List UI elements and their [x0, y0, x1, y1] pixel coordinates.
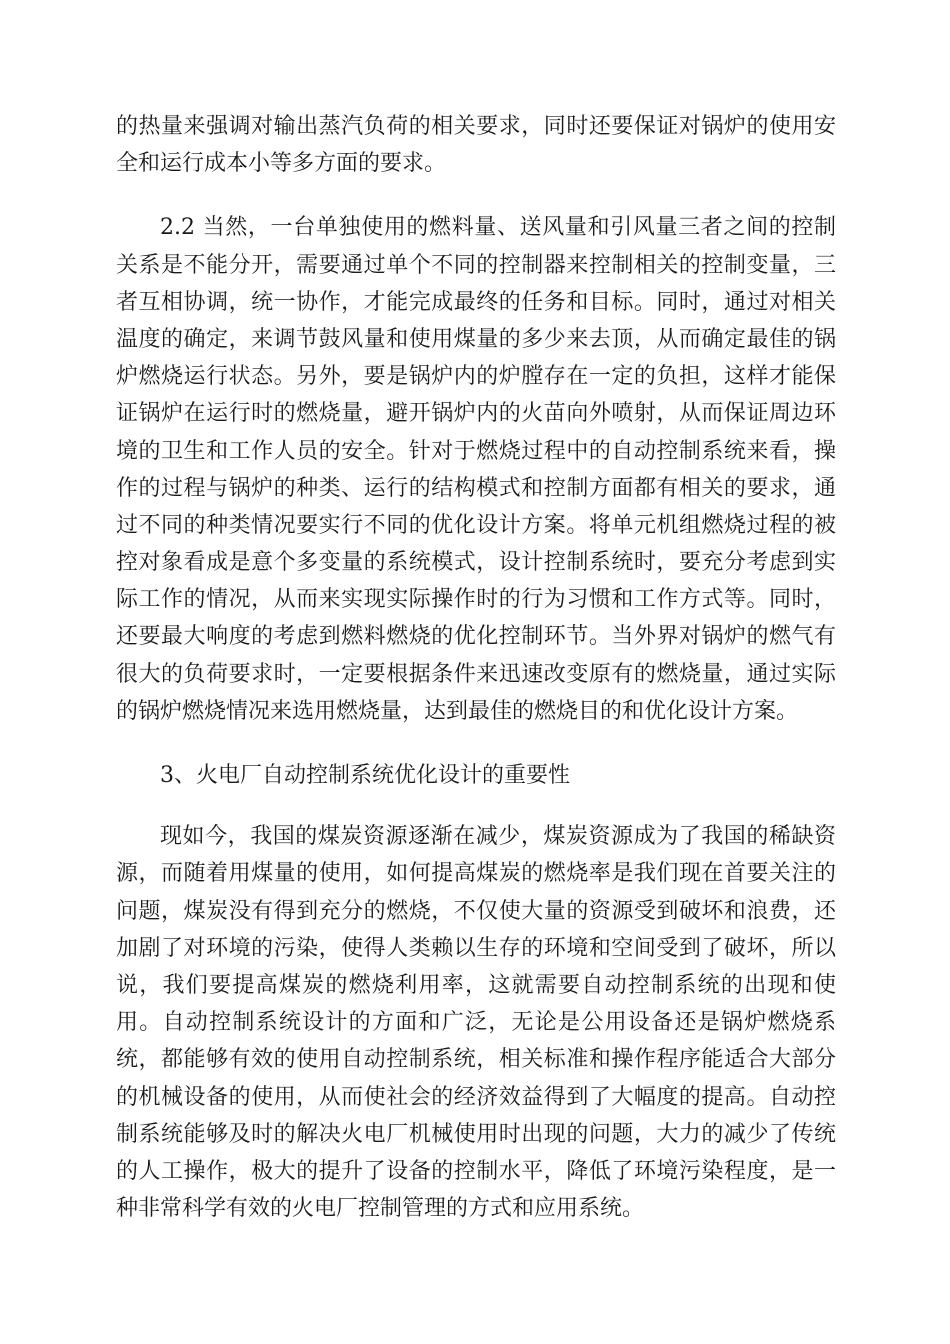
paragraph-gap [116, 730, 836, 757]
text-line: 2.2 当然，一台单独使用的燃料量、送风量和引风量三者之间的控制 [160, 215, 836, 241]
text-line: 的人工操作，极大的提升了设备的控制水平，降低了环境污染程度，是一 [116, 1158, 836, 1184]
text-line: 炉燃烧运行状态。另外，要是锅炉内的炉膛存在一定的负担，这样才能保 [116, 364, 836, 390]
text-line: 加剧了对环境的污染，使得人类赖以生存的环境和空间受到了破坏，所以 [116, 935, 836, 961]
text-line: 种非常科学有效的火电厂控制管理的方式和应用系统。 [116, 1196, 645, 1222]
text-line: 际工作的情况，从而来实现实际操作时的行为习惯和工作方式等。同时， [116, 587, 836, 613]
text-line: 很大的负荷要求时，一定要根据条件来迅速改变原有的燃烧量，通过实际 [116, 661, 836, 687]
text-line: 说，我们要提高煤炭的燃烧利用率，这就需要自动控制系统的出现和使 [116, 972, 836, 998]
document-body [116, 108, 836, 1227]
text-line: 现如今，我国的煤炭资源逐渐在减少，煤炭资源成为了我国的稀缺资 [160, 824, 836, 850]
text-line: 统，都能够有效的使用自动控制系统，相关标准和操作程序能适合大部分 [116, 1047, 836, 1073]
text-line: 温度的确定，来调节鼓风量和使用煤量的多少来去顶，从而确定最佳的锅 [116, 326, 836, 352]
text-line: 者互相协调，统一协作，才能完成最终的任务和目标。同时，通过对相关 [116, 289, 836, 315]
text-line: 控对象看成是意个多变量的系统模式，设计控制系统时，要充分考虑到实 [116, 550, 836, 576]
text-line: 还要最大响度的考虑到燃料燃烧的优化控制环节。当外界对锅炉的燃气有 [116, 624, 836, 650]
text-line: 证锅炉在运行时的燃烧量，避开锅炉内的火苗向外喷射，从而保证周边环 [116, 401, 836, 427]
text-line: 境的卫生和工作人员的安全。针对于燃烧过程中的自动控制系统来看，操 [116, 438, 836, 464]
paragraph-gap [116, 794, 836, 818]
text-line: 关系是不能分开，需要通过单个不同的控制器来控制相关的控制变量，三 [116, 252, 836, 278]
text-line: 制系统能够及时的解决火电厂机械使用时出现的问题，大力的减少了传统 [116, 1121, 836, 1147]
text-line: 过不同的种类情况要实行不同的优化设计方案。将单元机组燃烧过程的被 [116, 512, 836, 538]
text-line: 的锅炉燃烧情况来选用燃烧量，达到最佳的燃烧目的和优化设计方案。 [116, 698, 799, 724]
text-line: 用。自动控制系统设计的方面和广泛，无论是公用设备还是锅炉燃烧系 [116, 1010, 836, 1036]
text-line: 作的过程与锅炉的种类、运行的结构模式和控制方面都有相关的要求，通 [116, 475, 836, 501]
section-heading: 3、火电厂自动控制系统优化设计的重要性 [160, 763, 570, 788]
paragraph-continued [116, 108, 836, 182]
text-line: 源，而随着用煤量的使用，如何提高煤炭的燃烧率是我们现在首要关注的 [116, 861, 836, 887]
paragraph-section-3 [116, 818, 836, 1227]
text-line: 的热量来强调对输出蒸汽负荷的相关要求，同时还要保证对锅炉的使用安 [116, 114, 836, 139]
paragraph-gap [116, 182, 836, 209]
text-line: 的机械设备的使用，从而使社会的经济效益得到了大幅度的提高。自动控 [116, 1084, 836, 1110]
text-line: 问题，煤炭没有得到充分的燃烧，不仅使大量的资源受到破坏和浪费，还 [116, 898, 836, 924]
text-line: 全和运行成本小等多方面的要求。 [116, 151, 447, 177]
paragraph-section-2-2 [116, 209, 836, 730]
